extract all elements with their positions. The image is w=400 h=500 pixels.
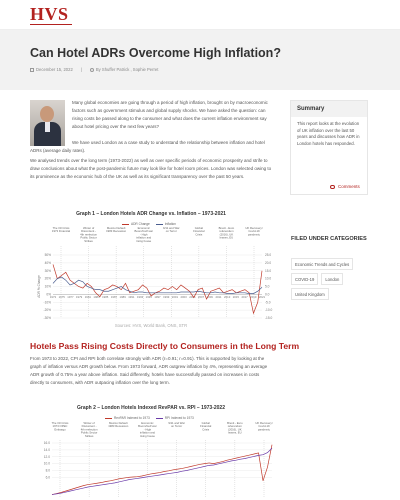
chart1-x-tick: 2003 xyxy=(180,294,187,299)
chart1-y2-tick: -15.0 xyxy=(265,316,273,320)
chart1-series-adr xyxy=(53,264,262,313)
chart2-annotation xyxy=(52,421,69,431)
chart1-x-tick: 1983 xyxy=(93,294,100,299)
article-date: December 15, 2022 xyxy=(36,67,73,72)
chart2-annotation-line: Discontent - xyxy=(81,424,97,429)
tag-covid-19[interactable]: COVID-19 xyxy=(291,273,318,285)
chart2-annotation-line: Boom/Gulf war xyxy=(138,424,157,429)
chart1-annotation-line: rising house xyxy=(136,238,152,243)
chart2-y-tick: 14.0 xyxy=(43,447,50,452)
chart2-annotation-line: Public Sector xyxy=(80,430,98,435)
chart1-title: Graph 1 – London Hotels ADR Change vs. Inflation – 1973-2021 xyxy=(76,211,226,217)
legend-label-rpi: RPI Indexed to 1973 xyxy=(164,416,194,420)
legend-swatch-rpi xyxy=(156,418,163,419)
chart1-annotation-line: pandemic xyxy=(247,232,261,237)
chart2-annotation-line: Crisis xyxy=(202,427,210,432)
tag-london[interactable]: London xyxy=(321,273,343,285)
chart2-annotation-line: on Terror xyxy=(170,424,183,429)
chart1-annotation-line: Winter of xyxy=(82,226,95,230)
chart1-series-inflation xyxy=(53,277,262,294)
chart1-annotation-line: Public Sector xyxy=(80,235,97,240)
chart1-annotation-line: Global xyxy=(194,226,203,230)
chart1-source: Sources: HVS, World Bank, ONS, STR xyxy=(114,323,188,328)
chart2-series-rpi xyxy=(52,448,272,494)
chart1-x-tick: 1989 xyxy=(119,294,126,299)
chart2-annotation-line: Global xyxy=(201,421,210,425)
chart1-x-tick: 1979 xyxy=(76,294,83,299)
chart2-annotation-line: rising house xyxy=(139,433,155,438)
summary-heading: Summary xyxy=(291,101,367,117)
chart2-annotation-line: 9/11 and War xyxy=(168,421,185,425)
legend-label-inflation: Inflation xyxy=(164,222,176,226)
chart1-x-tick: 2011 xyxy=(215,294,222,299)
chart2-title: Graph 2 – London Hotels Indexed RevPAR vs. RPI – 1973-2022 xyxy=(76,405,225,411)
chart2-annotation-line: pandemic xyxy=(257,427,271,432)
chart2-annotation-line: Strikes xyxy=(84,433,94,438)
chart1-legend-inflation xyxy=(156,222,176,226)
legend-swatch-inflation xyxy=(156,224,163,225)
chart2-annotation xyxy=(227,421,243,435)
chart2-y-tick: 10.0 xyxy=(43,461,50,466)
chart1-y-tick: 0% xyxy=(46,292,51,297)
category-tags xyxy=(291,258,371,300)
chart1-y2-tick: -5.0 xyxy=(265,300,271,305)
calendar-icon xyxy=(30,68,34,72)
chart2-annotation-line: - High xyxy=(143,427,152,432)
chart1-annotation-line: 1973 Financial xyxy=(51,229,71,234)
chart2-annotation-line: leaves, EU xyxy=(228,430,242,435)
chart2-annotation-line: Mexico Default xyxy=(109,421,128,425)
page-title: Can Hotel ADRs Overcome High Inflation? xyxy=(30,46,281,60)
chart1-x-tick: 1991 xyxy=(128,294,135,299)
summary-card xyxy=(290,100,368,195)
chart1-y2-tick: 0.0 xyxy=(265,292,270,297)
chart2-annotation-line: Embargo xyxy=(54,427,66,432)
chart2-legend-rpi xyxy=(156,416,194,420)
chart1-annotation xyxy=(193,226,205,236)
chart1-annotation-line: 1983 Recession xyxy=(106,229,127,234)
chart2-annotation-line: The Oil Crisis xyxy=(51,421,69,425)
chart1-x-tick: 2007 xyxy=(197,294,205,299)
legend-swatch-adr xyxy=(122,224,129,225)
chart1-annotation xyxy=(219,226,235,240)
chart1-x-tick: 1975 xyxy=(58,294,65,299)
chart1-annotation-line: Boom/Gulf war xyxy=(134,229,153,234)
chart1-annotation-line: Mexico Default xyxy=(106,226,126,230)
chart2-annotation-line: Financial xyxy=(200,424,212,429)
chart1-annotation xyxy=(163,226,180,233)
chart1-annotation-line: Strikes xyxy=(84,238,93,243)
comment-icon xyxy=(330,185,335,189)
date-meta xyxy=(30,67,73,72)
chart2-annotation xyxy=(108,421,129,428)
chart1-annotation-line: leaves, EU xyxy=(219,235,234,240)
chart1-annotation xyxy=(134,226,153,243)
chart1-y-tick: 10% xyxy=(44,284,51,289)
chart2-annotation-line: referendum xyxy=(227,424,243,429)
chart2-annotation-line: 1973 OPEC xyxy=(52,424,68,429)
tag-united-kingdom[interactable]: United Kingdom xyxy=(291,288,329,300)
chart1-y-tick: 40% xyxy=(44,260,51,265)
chart1-x-tick: 1995 xyxy=(145,294,152,299)
chart1-y2-tick: 25.0 xyxy=(265,253,272,257)
chart1-annotation-line: on Terror xyxy=(165,229,177,234)
chart1-x-tick: 1977 xyxy=(67,294,74,299)
chart1-y2-tick: -10.0 xyxy=(265,308,273,313)
chart2-annotation-line: Economic xyxy=(141,421,154,425)
chart1-x-tick: 1999 xyxy=(163,294,170,299)
legend-label-adr: ADR Change xyxy=(131,222,150,226)
chart2-annotation-line: Brexit - Euro xyxy=(227,421,243,425)
chart1-y-tick: 30% xyxy=(44,268,51,273)
case-study-paragraph: We have used London as a case study to understand the relationship between inflation and hotel ADRs (average daily rates). xyxy=(30,140,265,153)
chart2-annotation-line: Covid-19 xyxy=(258,424,270,429)
chart1-annotation-line: The Oil Crisis xyxy=(52,226,70,230)
chart1-x-tick: 2005 xyxy=(189,294,196,299)
chart2-annotation-line: 4th reelection xyxy=(80,427,98,432)
chart1-annotation-line: - High xyxy=(139,232,148,237)
chart1-y-tick: 50% xyxy=(44,253,51,257)
user-icon xyxy=(90,68,94,72)
chart1-x-tick: 1997 xyxy=(154,294,161,299)
chart1-x-tick: 1987 xyxy=(110,294,118,299)
chart2-y-tick: 12.0 xyxy=(43,454,50,459)
logo-underline xyxy=(30,24,72,25)
chart2-annotation xyxy=(255,421,272,431)
legend-swatch-revpar xyxy=(105,418,112,419)
meta-separator: | xyxy=(80,67,82,72)
chart1-annotation-line: Crisis xyxy=(195,232,203,237)
summary-text: This report looks at the evolution of UK inflation over the last 50 years and discusses how ADR in London hotels has responded. xyxy=(297,121,360,146)
chart2-annotation xyxy=(200,421,212,431)
chart2-y-tick: 16.0 xyxy=(43,441,50,445)
chart1-legend xyxy=(122,222,176,226)
chart1-annotation-line: 4th reelection xyxy=(80,232,97,237)
chart1-x-tick: 2001 xyxy=(171,294,179,299)
article-meta xyxy=(30,67,158,72)
chart1-x-tick: 2019 xyxy=(250,294,257,299)
tag-economic-trends[interactable]: Economic Trends and Cycles xyxy=(291,258,353,270)
chart1-x-tick: 1973 xyxy=(49,294,57,299)
chart1-x-tick: 2021 xyxy=(258,294,266,299)
chart1-y-tick: -20% xyxy=(43,308,51,313)
chart1-y2-tick: 15.0 xyxy=(265,268,272,273)
chart1-x-tick: 1981 xyxy=(84,294,91,299)
chart2-legend-revpar xyxy=(105,416,150,420)
chart2-legend xyxy=(105,416,194,420)
chart1-y2-tick: 20.0 xyxy=(265,260,272,265)
chart1-x-tick: 1985 xyxy=(102,294,109,299)
correlation-paragraph: From 1973 to 2022, CPI and RPI both correlate strongly with ADR (r=0.91; r=0.91). This is supported by looking at the graph of inflation versus ADR growth below. From 1973 forward, ADR outgrew inflation by 4%, representing an average ADR growth of 0.75% a year above inflation. Said differently, hotels have successfully passed on increases in costs directly to consumers, with ADR outpacing inflation over the long term. xyxy=(30,356,268,385)
chart1-y2-tick: 10.0 xyxy=(265,276,272,281)
chart1-y-tick: -30% xyxy=(43,316,51,320)
chart2-annotation-line: inflation and xyxy=(139,430,155,435)
chart1-annotation xyxy=(106,226,127,233)
chart1-annotation-line: Economic xyxy=(137,226,150,230)
chart1-annotation-line: 9/11 and War xyxy=(163,226,180,230)
comments-label[interactable]: Comments xyxy=(338,184,360,189)
chart2-y-tick: 6.0 xyxy=(45,475,50,480)
chart1-x-tick: 2013 xyxy=(224,294,231,299)
chart1-annotation-line: UK Recovery/ xyxy=(245,226,263,230)
filed-heading-text: FILED UNDER CATEGORIES xyxy=(291,236,367,242)
chart2-annotation-line: (2016), UK xyxy=(228,427,242,432)
site-header xyxy=(0,0,400,30)
chart1-x-tick: 2009 xyxy=(206,294,213,299)
chart2-series-revpar xyxy=(52,445,272,495)
hvs-logo[interactable]: HVS xyxy=(30,4,69,24)
chart1-annotation xyxy=(52,226,71,233)
chart1-y-tick: -10% xyxy=(43,300,51,305)
chart1-y-tick: 20% xyxy=(44,276,51,281)
article-authors[interactable]: By Shuffer Patrick , Sophie Perret xyxy=(95,67,159,72)
chart1-annotation-line: Covid-19 xyxy=(248,229,260,234)
chart2-annotation-line: 1983 Recession xyxy=(108,424,129,429)
chart2-annotation-line: UK Recovery/ xyxy=(255,421,273,425)
chart1-annotation-line: Discontent - xyxy=(81,229,97,234)
avatar-shirt xyxy=(45,122,50,132)
chart2-annotation xyxy=(81,421,98,438)
legend-label-revpar: RevPAR Indexed to 1973 xyxy=(114,416,150,420)
chart1-annotation xyxy=(80,226,97,243)
chart1-y2-tick: 5.0 xyxy=(265,284,270,289)
chart1-annotation xyxy=(245,226,262,236)
comments-link[interactable] xyxy=(330,184,360,189)
chart2-annotation xyxy=(138,421,157,438)
chart1-legend-adr xyxy=(122,222,150,226)
section-heading: Hotels Pass Rising Costs Directly to Consumers in the Long Term xyxy=(30,341,300,351)
chart1-annotation-line: Financial xyxy=(193,229,205,234)
chart2-annotation-line: Winter of xyxy=(83,421,95,425)
analysis-paragraph: We analysed trends over the long term (1973-2022) as well as over specific periods of economic prosperity and strife to draw conclusions about what the post-pandemic future may look like for hotel room prices. London was selected owing to its prominence as the economic hub of the UK as well as its significant transparency over the past 50 years. xyxy=(30,158,272,179)
intro-paragraph: Many global economies are going through a period of high inflation, brought on by macroeconomic factors such as government stimulus and global supply shocks. We have asked the question: can rising costs be passed along to the consumer and what does the current inflation environment say about hotel pricing over the next few years? xyxy=(72,100,268,129)
filed-under-heading xyxy=(291,236,367,243)
chart1-x-tick: 2015 xyxy=(232,294,239,299)
chart1-annotation-line: Brexit - Euro xyxy=(218,226,235,230)
chart1-x-tick: 1993 xyxy=(136,294,144,299)
chart1-x-tick: 2017 xyxy=(241,294,248,299)
chart1-annotation-line: referendum xyxy=(219,229,234,234)
chart1-y-label: ADR % Change xyxy=(37,275,41,298)
chart1-annotation-line: inflation and xyxy=(136,235,152,240)
avatar-head xyxy=(40,106,54,122)
chart1-annotation-line: (2016), UK xyxy=(219,232,234,237)
chart2-annotation xyxy=(168,421,185,428)
author-meta xyxy=(90,67,159,72)
chart2-y-tick: 8.0 xyxy=(45,468,50,473)
article-hero xyxy=(0,30,400,90)
